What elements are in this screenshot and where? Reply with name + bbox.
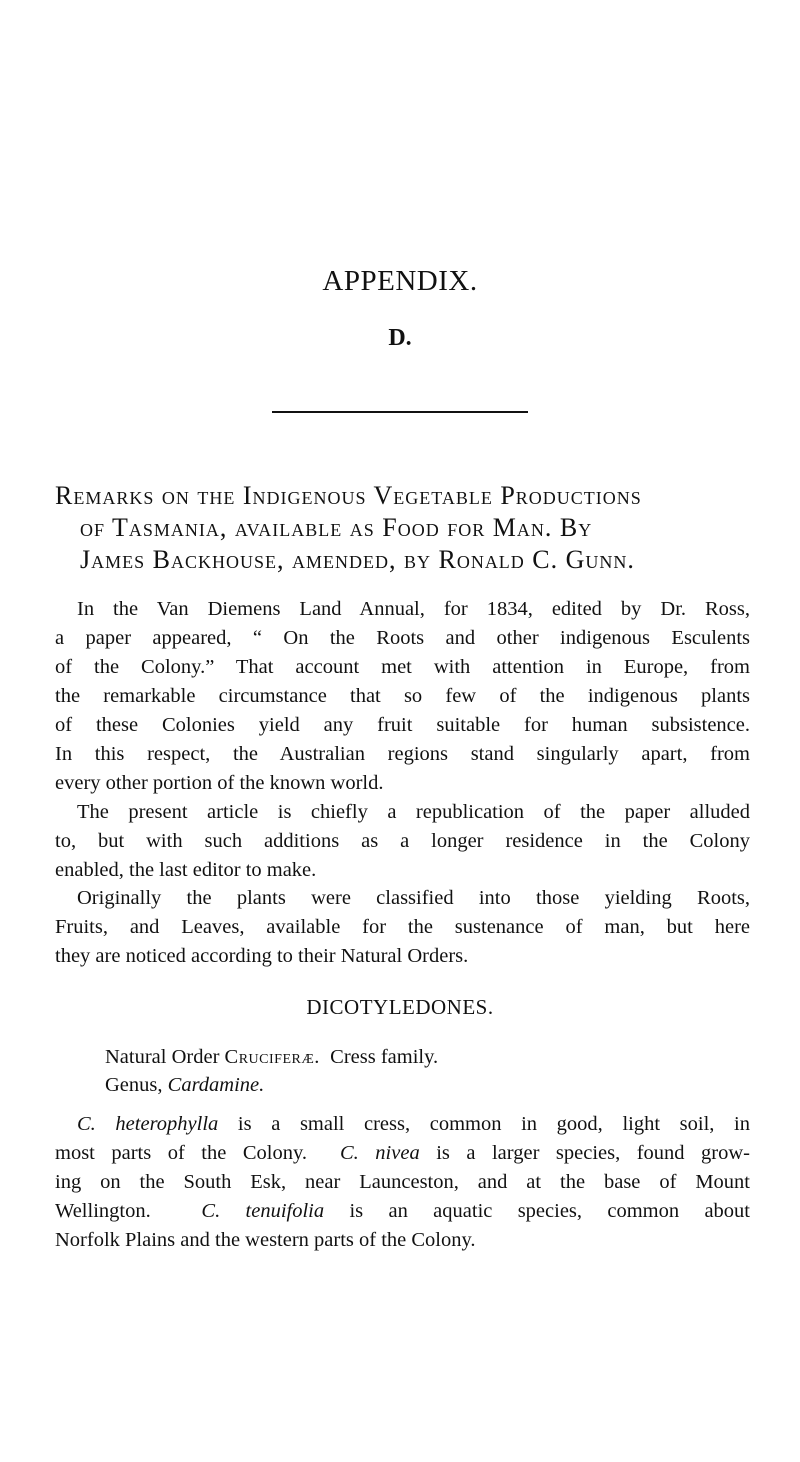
species-name: C. tenuifolia [201,1200,325,1222]
text-line: the remarkable circumstance that so few of the indigenous plants [55,685,750,707]
species-text: Wellington. [55,1200,202,1222]
genus-name: Cardamine. [167,1074,265,1096]
genus-line [105,1071,264,1099]
text-line: Originally the plants were classified into those yielding Roots, [77,887,750,909]
paragraph-species [55,1110,750,1255]
text-line: of these Colonies yield any fruit suitable for human subsistence. [55,714,750,736]
species-name: C. heterophylla [77,1113,219,1135]
text-line: of the Colony.” That account met with attention in Europe, from [55,656,750,678]
text-line: ing on the South Esk, near Launceston, and at the base of Mount [55,1171,750,1193]
title-line: Remarks on the Indigenous Vegetable Productions [55,481,642,510]
text-line [55,1139,750,1168]
species-text: most parts of the Colony. [55,1142,340,1164]
appendix-letter: D. [388,325,412,351]
text-line: a paper appeared, “ On the Roots and other indigenous Esculents [55,627,750,649]
order-prefix: Natural Order [105,1046,225,1068]
paragraph-intro [55,595,750,798]
species-text: is a larger species, found grow- [419,1142,750,1164]
text-line: enabled, the last editor to make. [55,859,317,881]
appendix-heading: APPENDIX. [322,265,478,297]
paragraph-classification [55,884,750,971]
title-line: James Backhouse, amended, by Ronald C. Gunn. [80,545,635,574]
genus-prefix: Genus, [105,1074,168,1096]
text-line [55,1197,750,1226]
text-line: The present article is chiefly a republication of the paper alluded [77,801,750,823]
horizontal-rule [272,411,528,413]
text-line: they are noticed according to their Natural Orders. [55,945,469,967]
paragraph-republication [55,798,750,885]
species-text: is a small cress, common in good, light soil, in [218,1113,750,1135]
text-line: Norfolk Plains and the western parts of the Colony. [55,1229,476,1251]
order-suffix: Cress family. [319,1046,439,1068]
species-text: is an aquatic species, common about [324,1200,750,1222]
text-line: In the Van Diemens Land Annual, for 1834, edited by Dr. Ross, [77,598,750,620]
natural-order-line [105,1043,438,1071]
section-heading: DICOTYLEDONES. [306,995,494,1019]
title-line: of Tasmania, available as Food for Man. By [80,513,593,542]
text-line: In this respect, the Australian regions stand singularly apart, from [55,743,750,765]
species-name: C. nivea [340,1142,420,1164]
text-line: every other portion of the known world. [55,772,384,794]
order-name: Cruciferæ. [224,1046,320,1068]
text-line [55,1110,750,1139]
text-line: to, but with such additions as a longer residence in the Colony [55,830,750,852]
text-line: Fruits, and Leaves, available for the sustenance of man, but here [55,916,750,938]
